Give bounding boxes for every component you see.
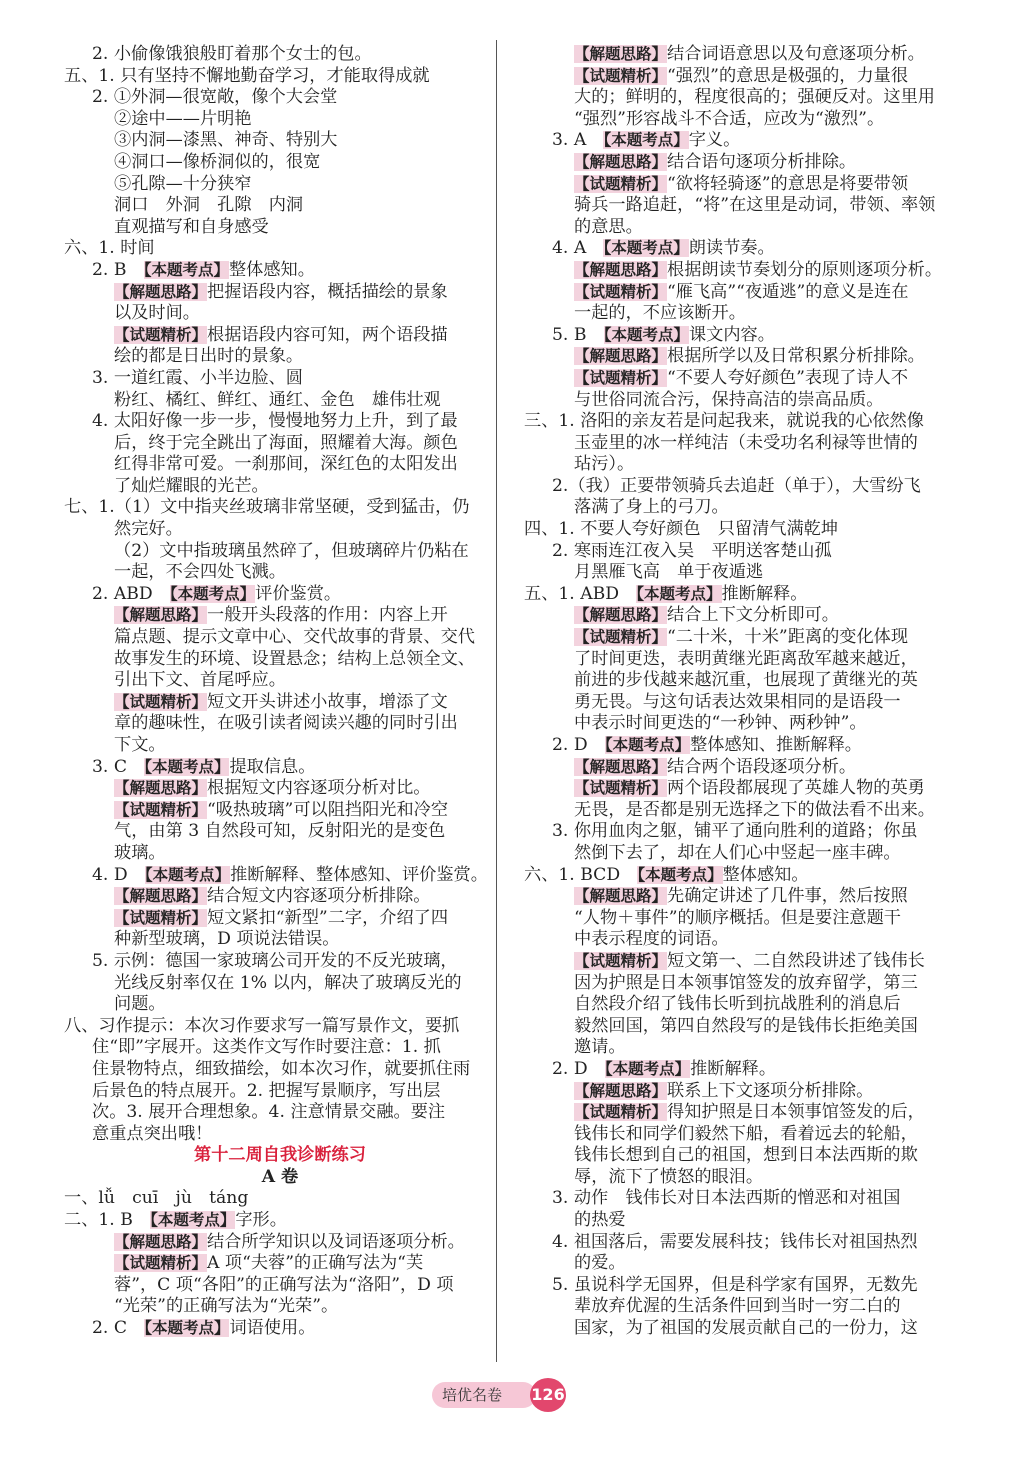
line-text: 5. 示例：德国一家玻璃公司开发的不反光玻璃， xyxy=(92,950,458,971)
line-text: 绘的都是日出时的景象。 xyxy=(114,346,304,367)
text-line xyxy=(524,800,956,822)
left-column xyxy=(64,44,496,1340)
text-line xyxy=(64,66,496,88)
line-text: 玷污）。 xyxy=(574,454,635,475)
line-text: “人物＋事件”的顺序概括。但是要注意题干 xyxy=(574,907,901,928)
answer-tag: 【试题精析】 xyxy=(574,368,668,387)
answer-tag: 【试题精析】 xyxy=(574,951,668,970)
line-text: 辈放弃优渥的生活条件回到当时一穷二白的 xyxy=(574,1296,901,1317)
line-text: 整体感知。 xyxy=(722,864,809,885)
line-text: （2）文中指玻璃虽然碎了，但玻璃碎片仍粘在 xyxy=(114,540,469,561)
answer-tag: 【本题考点】 xyxy=(144,1319,230,1338)
text-line xyxy=(64,303,496,325)
answer-tag: 【解题思路】 xyxy=(114,1232,208,1251)
text-line xyxy=(524,282,956,304)
answer-tag: 【试题精析】 xyxy=(114,800,208,819)
line-text: “吸热玻璃”可以阻挡阳光和冷空 xyxy=(207,799,449,820)
line-text: 第十二周自我诊断练习 xyxy=(194,1145,366,1166)
text-line xyxy=(64,368,496,390)
page-number: 126 xyxy=(530,1378,566,1412)
answer-tag: 【解题思路】 xyxy=(574,260,668,279)
line-text: 2.（我）正要带领骑兵去追赶（单于），大雪纷飞 xyxy=(552,475,921,496)
text-line xyxy=(64,411,496,433)
line-text: ②途中——片明艳 xyxy=(114,108,252,129)
line-text: 粉红、橘红、鲜红、通红、金色 雄伟壮观 xyxy=(114,389,441,410)
answer-tag: 【解题思路】 xyxy=(574,347,668,366)
text-line xyxy=(524,195,956,217)
answer-tag: 【解题思路】 xyxy=(114,606,208,625)
answer-tag: 【本题考点】 xyxy=(636,584,722,603)
text-line xyxy=(524,821,956,843)
line-text: 国家，为了祖国的发展贡献自己的一份力，这 xyxy=(574,1318,918,1339)
text-line xyxy=(64,476,496,498)
answer-tag: 【试题精析】 xyxy=(574,1103,668,1122)
line-text: 5. 虽说科学无国界，但是科学家有国界，无数先 xyxy=(552,1274,918,1295)
text-line xyxy=(64,908,496,930)
text-line xyxy=(524,152,956,174)
line-text: 直观描写和自身感受 xyxy=(114,216,269,237)
line-text: 2. C xyxy=(92,1318,145,1339)
line-text: 问题。 xyxy=(114,994,166,1015)
answer-tag: 【试题精析】 xyxy=(114,908,208,927)
text-line xyxy=(64,843,496,865)
answer-tag: 【本题考点】 xyxy=(144,757,230,776)
text-line xyxy=(524,260,956,282)
line-text: 根据朗读节奏划分的原则逐项分析。 xyxy=(667,259,943,280)
text-line xyxy=(64,1037,496,1059)
answer-tag: 【解题思路】 xyxy=(114,282,208,301)
line-text: 先确定讲述了几件事，然后按照 xyxy=(667,886,908,907)
line-text: 4. 太阳好像一步一步，慢慢地努力上升，到了最 xyxy=(92,411,458,432)
text-line xyxy=(64,929,496,951)
line-text: 课文内容。 xyxy=(688,324,775,345)
text-line xyxy=(64,325,496,347)
text-line xyxy=(524,994,956,1016)
line-text: 中表示时间更迭的“一秒钟、两秒钟”。 xyxy=(574,713,867,734)
line-text: 住景物特点，细致描绘，如本次习作，就要抓住雨 xyxy=(92,1058,471,1079)
line-text: 评价鉴赏。 xyxy=(255,583,342,604)
line-text: 短文开头讲述小故事，增添了文 xyxy=(207,691,448,712)
line-text: “二十米，十米”距离的变化体现 xyxy=(667,627,909,648)
answer-tag: 【解题思路】 xyxy=(574,45,668,63)
text-line xyxy=(524,1059,956,1081)
answer-tag: 【试题精析】 xyxy=(574,174,668,193)
answer-tag: 【本题考点】 xyxy=(603,239,689,258)
line-text: 结合语句逐项分析排除。 xyxy=(667,151,857,172)
line-text: 了灿烂耀眼的光芒。 xyxy=(114,475,269,496)
text-line xyxy=(64,951,496,973)
line-text: 骑兵一路追赶，“将”在这里是动词，带领、率领 xyxy=(574,195,936,216)
line-text: 七、1.（1）文中指夹丝玻璃非常坚硬，受到猛击，仍 xyxy=(64,497,470,518)
line-text: 玻璃。 xyxy=(114,842,166,863)
line-text: 2. ①外洞—很宽敞，像个大会堂 xyxy=(92,87,338,108)
text-line xyxy=(64,1296,496,1318)
line-text: A 卷 xyxy=(261,1166,299,1187)
line-text: 邀请。 xyxy=(574,1037,626,1058)
answer-tag: 【本题考点】 xyxy=(150,1211,236,1230)
line-text: 毅然回国，第四自然段写的是钱伟长拒绝美国 xyxy=(574,1015,918,1036)
answer-tag: 【试题精析】 xyxy=(574,66,668,85)
answer-tag: 【试题精析】 xyxy=(574,628,668,647)
text-line xyxy=(524,454,956,476)
text-line xyxy=(64,670,496,692)
line-text: 因为护照是日本领事馆签发的放弃留学，第三 xyxy=(574,972,918,993)
answer-tag: 【本题考点】 xyxy=(143,260,229,279)
line-text: 的意思。 xyxy=(574,216,643,237)
text-line xyxy=(524,390,956,412)
line-text: 后，终于完全跳出了海面，照耀着大海。颜色 xyxy=(114,432,458,453)
line-text: 六、1. BCD xyxy=(524,864,638,885)
line-text: A 项“夫蓉”的正确写法为“芙 xyxy=(207,1253,424,1274)
answer-tag: 【本题考点】 xyxy=(603,131,689,150)
line-text: 把握语段内容，概括描绘的景象 xyxy=(207,281,448,302)
text-line xyxy=(524,368,956,390)
line-text: 一起的，不应该断开。 xyxy=(574,303,746,324)
line-text: 5. B xyxy=(552,324,604,345)
text-line xyxy=(524,973,956,995)
text-line xyxy=(524,843,956,865)
line-text: 提取信息。 xyxy=(229,756,316,777)
line-text: “强烈”的意思是极强的，力量很 xyxy=(667,65,909,86)
line-text: 3. A xyxy=(552,130,604,151)
text-line xyxy=(64,584,496,606)
line-text: 蓉”，C 项“各阳”的正确写法为“洛阳”，D 项 xyxy=(114,1274,454,1295)
line-text: 红得非常可爱。一刹那间，深红色的太阳发出 xyxy=(114,454,458,475)
line-text: 落满了身上的弓刀。 xyxy=(574,497,729,518)
text-line xyxy=(524,1275,956,1297)
line-text: 朗读节奏。 xyxy=(688,238,775,259)
text-line xyxy=(64,195,496,217)
line-text: 一起，不会四处飞溅。 xyxy=(114,562,286,583)
line-text: 两个语段都展现了英雄人物的英勇 xyxy=(667,778,925,799)
text-line xyxy=(64,757,496,779)
text-line xyxy=(524,346,956,368)
text-line xyxy=(524,865,956,887)
line-text: 结合词语意思以及句意逐项分析。 xyxy=(667,44,925,64)
page-footer xyxy=(0,1378,1020,1412)
line-text: 整体感知、推断解释。 xyxy=(690,735,862,755)
text-line xyxy=(524,519,956,541)
line-text: 字形。 xyxy=(235,1210,287,1231)
text-line xyxy=(524,951,956,973)
line-text: 的热爱 xyxy=(574,1210,626,1231)
line-text: 六、1. 时间 xyxy=(64,238,155,259)
text-line xyxy=(64,713,496,735)
line-text: 自然段介绍了钱伟长听到抗战胜利的消息后 xyxy=(574,994,901,1015)
answer-tag: 【解题思路】 xyxy=(574,606,668,625)
line-text: 根据语段内容可知，两个语段描 xyxy=(207,324,448,345)
line-text: 一、lǚ cuī jù táng xyxy=(64,1188,249,1209)
text-line xyxy=(524,1296,956,1318)
line-text: 以及时间。 xyxy=(114,303,200,324)
answer-tag: 【试题精析】 xyxy=(114,1254,208,1273)
line-text: 3. 一道红霞、小半边脸、圆 xyxy=(92,367,303,388)
text-line xyxy=(64,1016,496,1038)
answer-tag: 【试题精析】 xyxy=(574,282,668,301)
text-line xyxy=(64,130,496,152)
line-text: 玉壶里的冰一样纯洁（未受功名利禄等世情的 xyxy=(574,432,918,453)
line-text: 五、1. ABD xyxy=(524,583,637,604)
line-text: ③内洞—漆黑、神奇、特别大 xyxy=(114,130,338,151)
line-text: 推断解释。 xyxy=(690,1058,777,1079)
line-text: 3. 动作 钱伟长对日本法西斯的憎恶和对祖国 xyxy=(552,1188,901,1209)
line-text: 了时间更迭，表明黄继光距离敌军越来越近， xyxy=(574,648,918,669)
text-line xyxy=(524,325,956,347)
text-line xyxy=(64,735,496,757)
text-line xyxy=(524,1037,956,1059)
answer-tag: 【解题思路】 xyxy=(574,152,668,171)
text-line xyxy=(64,217,496,239)
answer-tag: 【解题思路】 xyxy=(574,757,668,776)
line-text: 短文紧扣“新型”二字，介绍了四 xyxy=(207,907,449,928)
answer-tag: 【解题思路】 xyxy=(574,887,668,906)
text-line xyxy=(64,994,496,1016)
line-text: 根据所学以及日常积累分析排除。 xyxy=(667,346,925,367)
line-text: “强烈”形容战斗不合适，应改为“激烈”。 xyxy=(574,108,885,129)
line-text: 的爱。 xyxy=(574,1253,626,1274)
text-line xyxy=(64,238,496,260)
line-text: 4. D xyxy=(92,864,145,885)
text-line xyxy=(524,1210,956,1232)
text-line xyxy=(64,1124,496,1146)
line-text: 4. 祖国落后，需要发展科技；钱伟长对祖国热烈 xyxy=(552,1231,918,1252)
text-line xyxy=(524,433,956,455)
line-text: 整体感知。 xyxy=(228,259,315,280)
text-line xyxy=(64,390,496,412)
text-line xyxy=(524,1124,956,1146)
line-text: 勇无畏。与这句话表达效果相同的是语段一 xyxy=(574,691,901,712)
line-text: 结合上下文分析即可。 xyxy=(667,605,839,626)
line-text: 八、习作提示：本次习作要求写一篇写景作文，要抓 xyxy=(64,1015,460,1036)
text-line xyxy=(524,1253,956,1275)
line-text: “不要人夸好颜色”表现了诗人不 xyxy=(667,367,909,388)
text-line xyxy=(64,1210,496,1232)
answer-tag: 【试题精析】 xyxy=(574,779,668,798)
text-line xyxy=(524,411,956,433)
text-line xyxy=(524,497,956,519)
line-text: 3. 你用血肉之躯，铺平了通向胜利的道路；你虽 xyxy=(552,821,918,842)
line-text: 二、1. B xyxy=(64,1210,151,1231)
text-line xyxy=(64,562,496,584)
line-text: 意重点突出哦！ xyxy=(92,1123,213,1144)
line-text: 中表示程度的词语。 xyxy=(574,929,729,950)
line-text: 2. ABD xyxy=(92,583,170,604)
text-line xyxy=(64,886,496,908)
column-divider xyxy=(496,40,497,1362)
answer-tag: 【解题思路】 xyxy=(114,887,208,906)
text-line xyxy=(64,260,496,282)
text-line xyxy=(64,44,496,66)
line-text: 钱伟长想到自己的祖国，想到日本法西斯的欺 xyxy=(574,1145,918,1166)
text-line xyxy=(64,346,496,368)
text-line xyxy=(524,886,956,908)
text-line xyxy=(64,433,496,455)
text-line xyxy=(64,497,496,519)
answer-tag: 【本题考点】 xyxy=(169,584,256,603)
text-line xyxy=(64,519,496,541)
text-line xyxy=(524,66,956,88)
text-line xyxy=(524,303,956,325)
line-text: 然倒下去了，却在人们心中竖起一座丰碑。 xyxy=(574,842,901,863)
text-line xyxy=(64,605,496,627)
text-line xyxy=(524,670,956,692)
text-line xyxy=(524,1318,956,1340)
text-line xyxy=(64,454,496,476)
line-text: 一般开头段落的作用：内容上开 xyxy=(207,605,448,626)
line-text: 章的趣味性，在吸引读者阅读兴趣的同时引出 xyxy=(114,713,458,734)
text-line xyxy=(524,713,956,735)
text-line xyxy=(524,1167,956,1189)
footer-banner: 培优名卷 xyxy=(432,1382,536,1408)
text-line xyxy=(64,152,496,174)
line-text: 种新型玻璃，D 项说法错误。 xyxy=(114,929,340,950)
text-line xyxy=(64,1188,496,1210)
line-text: 根据短文内容逐项分析对比。 xyxy=(207,778,431,799)
line-text: 与世俗同流合污，保持高洁的崇高品质。 xyxy=(574,389,884,410)
text-line xyxy=(524,757,956,779)
answer-tag: 【本题考点】 xyxy=(603,325,689,344)
text-line xyxy=(524,908,956,930)
line-text: 结合两个语段逐项分析。 xyxy=(667,756,857,777)
text-line xyxy=(64,1318,496,1340)
line-text: 推断解释、整体感知、评价鉴赏。 xyxy=(230,864,488,885)
line-text: 结合所学知识以及词语逐项分析。 xyxy=(207,1231,465,1252)
text-line xyxy=(524,238,956,260)
text-line xyxy=(524,476,956,498)
line-text: 下文。 xyxy=(114,735,166,755)
text-line xyxy=(64,821,496,843)
line-text: 词语使用。 xyxy=(229,1318,316,1339)
line-text: 光线反射率仅在 1% 以内，解决了玻璃反光的 xyxy=(114,972,462,993)
line-text: 3. C xyxy=(92,756,145,777)
text-line xyxy=(64,692,496,714)
line-text: 2. 寒雨连江夜入吴 平明送客楚山孤 xyxy=(552,540,832,561)
right-column xyxy=(524,44,956,1340)
line-text: 字义。 xyxy=(688,130,741,151)
text-line xyxy=(524,1232,956,1254)
line-text: 气，由第 3 自然段可知，反射阳光的是变色 xyxy=(114,821,446,842)
line-text: 次。3. 展开合理想象。4. 注意情景交融。要注 xyxy=(92,1102,446,1123)
line-text: 住“即”字展开。这类作文写作时要注意：1. 抓 xyxy=(92,1037,441,1058)
text-line xyxy=(64,778,496,800)
line-text: 2. 小偷像饿狼般盯着那个女士的包。 xyxy=(92,44,372,64)
line-text: 2. B xyxy=(92,259,144,280)
text-line xyxy=(524,1016,956,1038)
line-text: 洞口 外洞 孔隙 内洞 xyxy=(114,195,304,216)
text-line xyxy=(524,1102,956,1124)
line-text: 4. A xyxy=(552,238,604,259)
text-line xyxy=(524,605,956,627)
text-line xyxy=(524,44,956,66)
text-line xyxy=(64,1059,496,1081)
text-line xyxy=(524,130,956,152)
text-line xyxy=(64,1275,496,1297)
text-line xyxy=(64,973,496,995)
answer-tag: 【本题考点】 xyxy=(637,865,723,884)
line-text: 钱伟长和同学们毅然下船，看着远去的轮船， xyxy=(574,1123,918,1144)
answer-tag: 【本题考点】 xyxy=(604,1059,691,1078)
line-text: 四、1. 不要人夸好颜色 只留清气满乾坤 xyxy=(524,519,839,540)
section-heading xyxy=(64,1145,496,1167)
line-text: 引出下文、首尾呼应。 xyxy=(114,670,286,691)
text-line xyxy=(524,627,956,649)
text-line xyxy=(64,1253,496,1275)
line-text: 短文第一、二自然段讲述了钱伟长 xyxy=(667,950,925,971)
text-line xyxy=(524,562,956,584)
line-text: 然完好。 xyxy=(114,519,183,540)
text-line xyxy=(524,217,956,239)
text-line xyxy=(524,584,956,606)
text-line xyxy=(524,692,956,714)
answer-tag: 【试题精析】 xyxy=(114,692,208,711)
line-text: 辱，流下了愤怒的眼泪。 xyxy=(574,1166,764,1187)
text-line xyxy=(64,627,496,649)
line-text: 篇点题、提示文章中心、交代故事的背景、交代 xyxy=(114,627,475,648)
line-text: ⑤孔隙—十分狭窄 xyxy=(114,173,252,194)
answer-tag: 【本题考点】 xyxy=(604,736,691,754)
text-line xyxy=(524,735,956,757)
text-line xyxy=(64,174,496,196)
text-line xyxy=(524,87,956,109)
line-text: 故事发生的环境、设置悬念；结构上总领全文、 xyxy=(114,648,475,669)
text-line xyxy=(524,649,956,671)
answer-tag: 【解题思路】 xyxy=(114,779,208,798)
text-line xyxy=(524,778,956,800)
section-subheading xyxy=(64,1167,496,1189)
line-text: 三、1. 洛阳的亲友若是问起我来，就说我的心依然像 xyxy=(524,411,924,432)
line-text: 2. D xyxy=(552,1058,605,1079)
text-line xyxy=(524,929,956,951)
line-text: 月黑雁飞高 单于夜遁逃 xyxy=(574,562,764,583)
text-line xyxy=(64,87,496,109)
line-text: 2. D xyxy=(552,735,605,755)
text-line xyxy=(64,1102,496,1124)
text-line xyxy=(64,109,496,131)
line-text: “雁飞高”“夜遁逃”的意义是连在 xyxy=(667,281,909,302)
line-text: 得知护照是日本领事馆签发的后， xyxy=(667,1102,925,1123)
line-text: “光荣”的正确写法为“光荣”。 xyxy=(114,1296,339,1317)
line-text: 结合短文内容逐项分析排除。 xyxy=(207,886,431,907)
line-text: “欲将轻骑逐”的意思是将要带领 xyxy=(667,173,909,194)
text-line xyxy=(64,282,496,304)
line-text: 联系上下文逐项分析排除。 xyxy=(667,1080,874,1101)
line-text: 后景色的特点展开。2. 把握写景顺序，写出层 xyxy=(92,1080,441,1101)
answer-tag: 【试题精析】 xyxy=(114,325,208,344)
text-line xyxy=(524,1081,956,1103)
text-line xyxy=(64,1081,496,1103)
line-text: ④洞口—像桥洞似的，很宽 xyxy=(114,151,321,172)
text-line xyxy=(64,865,496,887)
text-line xyxy=(524,541,956,563)
answer-tag: 【本题考点】 xyxy=(144,865,231,884)
line-text: 大的；鲜明的，程度很高的；强硬反对。这里用 xyxy=(574,87,935,108)
answer-tag: 【解题思路】 xyxy=(574,1081,668,1100)
text-line xyxy=(64,541,496,563)
text-line xyxy=(524,174,956,196)
line-text: 推断解释。 xyxy=(721,583,808,604)
text-line xyxy=(524,1188,956,1210)
text-line xyxy=(524,1145,956,1167)
text-line xyxy=(64,800,496,822)
line-text: 五、1. 只有坚持不懈地勤奋学习，才能取得成就 xyxy=(64,65,430,86)
line-text: 无畏，是否都是别无选择之下的做法看不出来。 xyxy=(574,799,935,820)
line-text: 前进的步伐越来越沉重，也展现了黄继光的英 xyxy=(574,670,918,691)
text-line xyxy=(524,109,956,131)
text-line xyxy=(64,1232,496,1254)
text-line xyxy=(64,649,496,671)
